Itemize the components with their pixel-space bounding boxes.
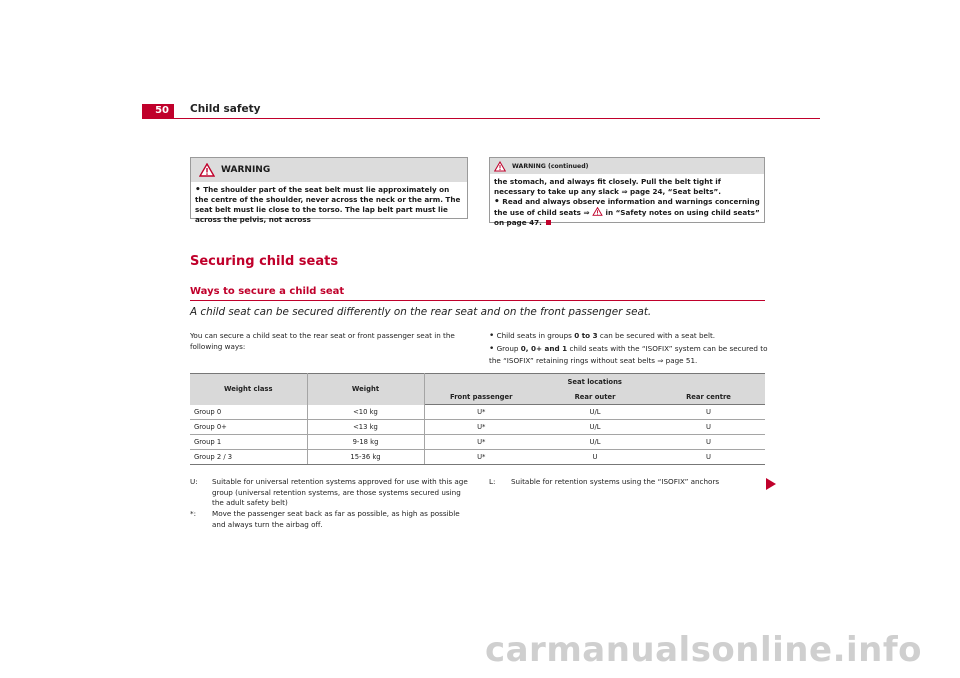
cell-front: U* — [424, 435, 538, 450]
cell-centre: U — [652, 405, 765, 420]
note-star — [190, 509, 472, 530]
section-title: Securing child seats — [190, 254, 339, 269]
watermark: carmanualsonline.info — [484, 630, 922, 670]
subsection-title: Ways to secure a child seat — [190, 286, 345, 297]
warning-text-content: The shoulder part of the seat belt must lie approximately on the centre of the shoulder, never across the neck or the arm. The seat belt must lie close to the torso. The lap belt part must lie across the pelvis, not across — [195, 185, 461, 224]
warning-para-2 — [494, 197, 760, 228]
warning-header — [490, 158, 764, 174]
list-item — [489, 343, 769, 366]
note-key: U: — [190, 477, 198, 486]
warning-title: WARNING (continued) — [512, 162, 589, 170]
header-rear-outer: Rear outer — [538, 389, 652, 405]
note-text: Move the passenger seat back as far as possible, as high as possible and always turn the airbag off. — [212, 509, 460, 529]
bullet-icon: • — [489, 344, 495, 354]
cell-group: Group 2 / 3 — [190, 450, 307, 465]
warning-triangle-icon — [494, 161, 506, 172]
list-item-bold: 0, 0+ and 1 — [520, 344, 568, 353]
cell-weight: 9-18 kg — [307, 435, 424, 450]
cell-weight: <10 kg — [307, 405, 424, 420]
warning-header — [191, 158, 467, 182]
warning-para-2-end: in “Safety notes on using child seats” on page 47. — [494, 208, 760, 227]
warning-title: WARNING — [221, 165, 271, 175]
chapter-title: Child safety — [190, 103, 261, 115]
note-key: L: — [489, 477, 496, 486]
page-number: 50 — [142, 104, 174, 118]
list-item-text: can be secured with a seat belt. — [597, 331, 716, 340]
cell-centre: U — [652, 420, 765, 435]
cell-centre: U — [652, 450, 765, 465]
seat-locations-table — [190, 373, 765, 465]
bullet-icon: • — [489, 331, 495, 341]
header-rule — [142, 118, 820, 119]
cell-front: U* — [424, 450, 538, 465]
list-item-bold: 0 to 3 — [574, 331, 598, 340]
note-key: *: — [190, 509, 197, 518]
cell-group: Group 1 — [190, 435, 307, 450]
lead-text: A child seat can be secured differently on the rear seat and on the front passenger seat. — [190, 306, 652, 318]
cell-group: Group 0 — [190, 405, 307, 420]
table-row — [190, 450, 765, 465]
warning-text — [490, 174, 764, 228]
note-text: Suitable for universal retention systems approved for use with this age group (universal retention systems, are those systems secured using the adult safety belt) — [212, 477, 468, 507]
note-l — [489, 477, 769, 488]
bullet-icon: • — [195, 185, 201, 195]
intro-text: You can secure a child seat to the rear seat or front passenger seat in the following ways: — [190, 331, 455, 351]
cell-front: U* — [424, 405, 538, 420]
header-seat-locations: Seat locations — [424, 374, 765, 390]
cell-outer: U/L — [538, 405, 652, 420]
cell-front: U* — [424, 420, 538, 435]
next-page-arrow-icon[interactable] — [766, 478, 776, 490]
header-weight-class: Weight class — [190, 374, 307, 405]
warning-box — [190, 157, 468, 224]
cell-weight: <13 kg — [307, 420, 424, 435]
table-row — [190, 405, 765, 420]
header-front-passenger: Front passenger — [424, 389, 538, 405]
subsection-rule — [190, 300, 765, 301]
cell-centre: U — [652, 435, 765, 450]
table-row — [190, 435, 765, 450]
list-item-text: child seats with the “ISOFIX” system can be secured to the “ISOFIX” retaining rings without seat belts ⇒ page 51. — [489, 344, 768, 365]
list-item-text: Group — [496, 344, 521, 353]
bullet-list — [489, 330, 769, 367]
cell-outer: U/L — [538, 420, 652, 435]
end-of-section-icon — [546, 220, 551, 225]
warning-para-2-start: Read and always observe information and warnings concerning the use of child seats ⇒ — [494, 197, 760, 217]
warning-triangle-icon — [592, 207, 603, 216]
warning-box-continued — [489, 157, 765, 227]
header-rear-centre: Rear centre — [652, 389, 765, 405]
note-text: Suitable for retention systems using the “ISOFIX” anchors — [511, 477, 720, 486]
list-item — [489, 330, 769, 342]
header-weight: Weight — [307, 374, 424, 405]
warning-triangle-icon — [199, 163, 215, 177]
cell-outer: U — [538, 450, 652, 465]
warning-text — [191, 182, 467, 225]
bullet-icon: • — [494, 197, 500, 207]
table-row — [190, 420, 765, 435]
warning-para-1: the stomach, and always fit closely. Pull the belt tight if necessary to take up any slack ⇒ page 24, “Seat belts”. — [494, 177, 721, 196]
list-item-text: Child seats in groups — [496, 331, 575, 340]
cell-weight: 15-36 kg — [307, 450, 424, 465]
note-u — [190, 477, 472, 509]
cell-group: Group 0+ — [190, 420, 307, 435]
cell-outer: U/L — [538, 435, 652, 450]
